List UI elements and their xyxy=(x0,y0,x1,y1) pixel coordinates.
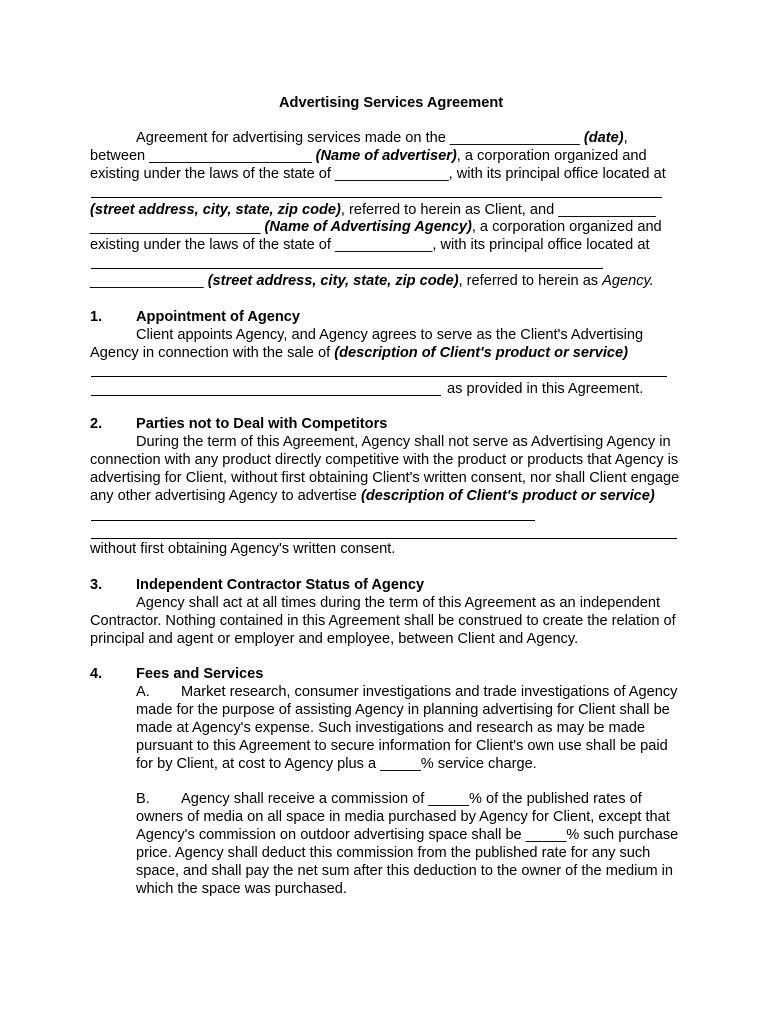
blank-line xyxy=(91,520,535,521)
advertiser-name-label: (Name of advertiser) xyxy=(315,148,457,164)
intro-line-3: existing under the laws of the state of ______________, with its principal office located at xyxy=(90,166,666,182)
intro-text: Agreement for advertising services made on the ________________ xyxy=(136,130,584,146)
subsection-b-line-1: Agency shall receive a commission of _____% of the published rates of xyxy=(181,791,642,807)
intro-text: _____________________ xyxy=(90,219,265,235)
section-1-number: 1. xyxy=(90,309,103,325)
subsection-a-line-2: made for the purpose of assisting Agency in planning advertising for Client shall be xyxy=(136,702,670,718)
product-description-label: (description of Client's product or service) xyxy=(360,488,655,504)
date-label: (date) xyxy=(583,130,624,146)
intro-text: , a corporation organized and xyxy=(456,148,647,164)
subsection-b-line-6: which the space was purchased. xyxy=(136,881,347,897)
section-1-text: Agency in connection with the sale of xyxy=(90,345,335,361)
section-4-number: 4. xyxy=(90,666,103,682)
intro-text: , referred to herein as xyxy=(458,273,603,289)
product-description-label: (description of Client's product or service) xyxy=(334,345,628,361)
section-2-line-7: without first obtaining Agency's written consent. xyxy=(90,541,396,557)
subsection-a-label: A. xyxy=(136,684,150,700)
subsection-b-line-2: owners of media on all space in media purchased by Agency for Client, except that xyxy=(136,809,670,825)
subsection-b-label: B. xyxy=(136,791,150,807)
section-3-line-3: principal and agent or employer and employee, between Client and Agency. xyxy=(90,631,579,647)
intro-line-6 xyxy=(90,218,662,236)
intro-line-1 xyxy=(136,129,628,147)
section-2-line-1: During the term of this Agreement, Agency shall not serve as Advertising Agency in xyxy=(136,434,671,450)
intro-line-5 xyxy=(90,201,656,219)
subsection-a-line-5: for by Client, at cost to Agency plus a _____% service charge. xyxy=(136,756,537,772)
section-2-line-4 xyxy=(90,487,655,505)
section-2-number: 2. xyxy=(90,416,103,432)
intro-text: between ____________________ xyxy=(90,148,316,164)
blank-line xyxy=(91,268,603,269)
section-1-heading: Appointment of Agency xyxy=(136,309,301,325)
blank-line xyxy=(91,376,667,377)
section-1-line-1: Client appoints Agency, and Agency agrees to serve as the Client's Advertising xyxy=(136,327,644,343)
client-address-label: (street address, city, state, zip code) xyxy=(90,202,341,218)
section-3-heading: Independent Contractor Status of Agency xyxy=(136,577,425,593)
intro-text: , referred to herein as Client, and ____________ xyxy=(340,202,656,218)
subsection-b-line-3: Agency's commission on outdoor advertising space shall be _____% such purchase xyxy=(136,827,679,843)
subsection-a-line-4: pursuant to this Agreement to secure information for Client's own use shall be paid xyxy=(136,738,668,754)
blank-line xyxy=(91,197,662,198)
intro-text: , xyxy=(623,130,628,146)
intro-text: ______________ xyxy=(90,273,208,289)
blank-line xyxy=(91,538,677,539)
intro-text: , a corporation organized and xyxy=(471,219,662,235)
subsection-a-line-3: made at Agency's expense. Such investigations and research as may be made xyxy=(136,720,645,736)
intro-line-2 xyxy=(90,147,647,165)
intro-line-7: existing under the laws of the state of ____________, with its principal office located at xyxy=(90,237,650,253)
blank-line xyxy=(91,395,441,396)
section-1-line-4: as provided in this Agreement. xyxy=(447,381,644,397)
intro-line-9 xyxy=(90,272,654,290)
section-2-line-2: connection with any product directly competitive with the product or products that Agency is xyxy=(90,452,679,468)
section-3-line-2: Contractor. Nothing contained in this Agreement shall be construed to create the relation of xyxy=(90,613,676,629)
subsection-a-line-1: Market research, consumer investigations and trade investigations of Agency xyxy=(181,684,678,700)
agency-term: Agency. xyxy=(602,273,654,289)
agency-name-label: (Name of Advertising Agency) xyxy=(264,219,472,235)
subsection-b-line-4: price. Agency shall deduct this commission from the published rate for any such xyxy=(136,845,651,861)
section-3-number: 3. xyxy=(90,577,103,593)
document-title: Advertising Services Agreement xyxy=(279,95,504,111)
section-2-line-3: advertising for Client, without first obtaining Client's written consent, nor shall Client engage xyxy=(90,470,680,486)
section-4-heading: Fees and Services xyxy=(136,666,264,682)
agency-address-label: (street address, city, state, zip code) xyxy=(207,273,459,289)
section-3-line-1: Agency shall act at all times during the term of this Agreement as an independent xyxy=(136,595,661,611)
section-1-line-2 xyxy=(90,344,628,362)
section-2-heading: Parties not to Deal with Competitors xyxy=(136,416,388,432)
subsection-b-line-5: space, and shall pay the net sum after this deduction to the owner of the medium in xyxy=(136,863,674,879)
section-2-text: any other advertising Agency to advertise xyxy=(90,488,361,504)
